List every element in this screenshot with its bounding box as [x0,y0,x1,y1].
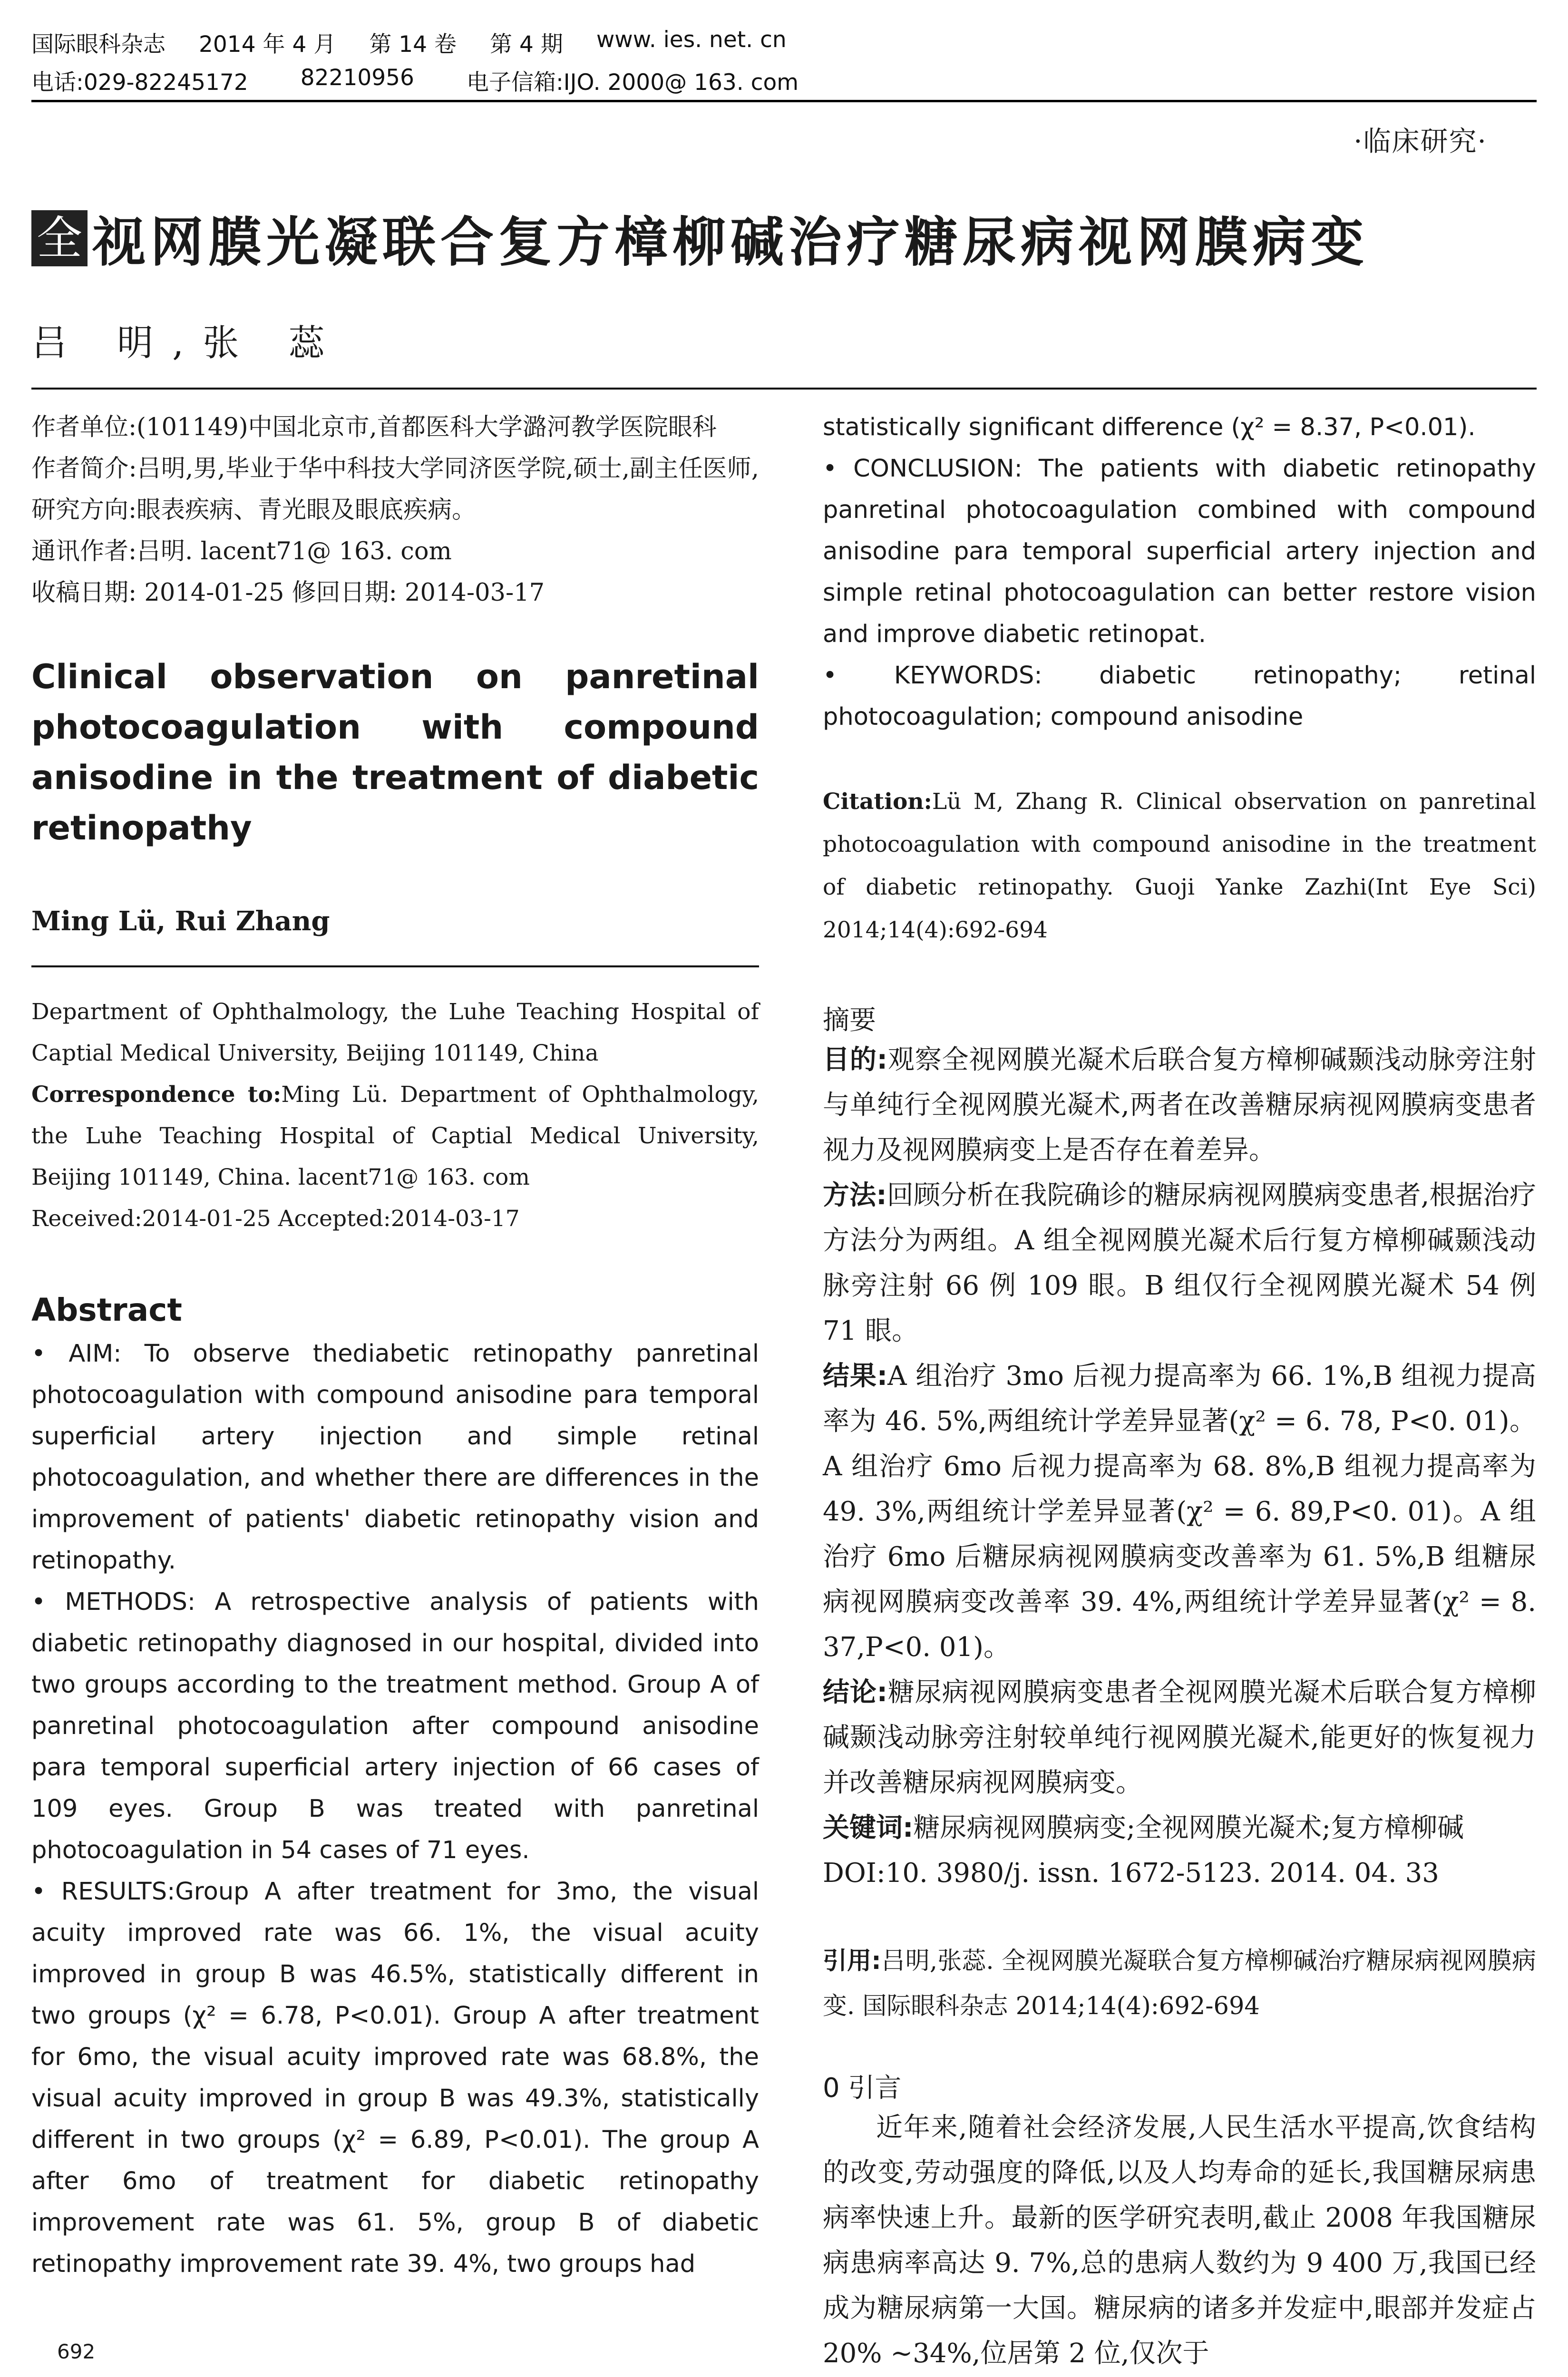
aim-cn-text: 观察全视网膜光凝术后联合复方樟柳碱颞浅动脉旁注射与单纯行全视网膜光凝术,两者在改善糖尿病视网膜病变患者视力及视网膜病变上是否存在着差异。 [823,1044,1536,1166]
citation-text: Lü M, Zhang R. Clinical observation on panretinal photocoagulation with compound anisodine in the treatment of diabetic retinopathy. Guoji Yanke Zazhi(Int Eye Sci) 2014;14(4):692-694 [823,789,1536,943]
journal-header-line2 [31,65,1537,97]
abstract-results-continued: statistically significant difference (χ² = 8.37, P<0.01). [823,413,1476,441]
dates-cn: 收稿日期: 2014-01-25 修回日期: 2014-03-17 [31,579,545,607]
abstract-keywords: • KEYWORDS: diabetic retinopathy; retinal photocoagulation; compound anisodine [823,662,1536,731]
correspondence-text: Ming Lü. Department of Ophthalmology, the Luhe Teaching Hospital of Captial Medical University, Beijing 101149, China. lacent71@ 163. com [31,1081,759,1190]
aim-cn-label: 目的: [823,1044,888,1075]
abstract-results: • RESULTS:Group A after treatment for 3mo, the visual acuity improved rate was 66. 1%, the visual acuity improved in group B was 46.5%, statistically different in two groups (χ² = 6.78, P<0.01). Group A after treatment for 6mo, the visual acuity improved rate was 68.8%, the visual acuity improved in group B was 49.3%, statistically different in two groups (χ² = 6.89, P<0.01). The group A after 6mo of treatment for diabetic retinopathy improvement rate was 61. 5%, group B of diabetic retinopathy improvement rate 39. 4%, two groups had [31,1878,759,2278]
abstract-cn-results [823,1354,1536,1670]
issue-date: 2014 年 4 月 [199,31,336,58]
title-first-glyph: 全 [31,210,88,266]
abstract-cn-conclusion [823,1670,1536,1805]
citation-label: Citation: [823,789,932,815]
affiliation-cn: 作者单位:(101149)中国北京市,首都医科大学潞河教学医院眼科 [31,413,717,441]
conclusion-cn-text: 糖尿病视网膜病变患者全视网膜光凝术后联合复方樟柳碱颞浅动脉旁注射较单纯行视网膜光凝术,能更好的恢复视力并改善糖尿病视网膜病变。 [823,1677,1536,1798]
keywords-cn-text: 糖尿病视网膜病变;全视网膜光凝术;复方樟柳碱 [913,1812,1464,1843]
issue-number: 第 4 期 [490,31,563,58]
citation-cn-label: 引用: [823,1947,881,1975]
volume: 第 14 卷 [369,31,457,58]
correspondence [31,1074,759,1198]
citation-cn-text: 吕明,张蕊. 全视网膜光凝联合复方樟柳碱治疗糖尿病视网膜病变. 国际眼科杂志 2014;14(4):692-694 [823,1947,1536,2020]
abstract-cn-heading: 摘要 [823,1005,876,1036]
english-divider [31,965,759,967]
results-cn-label: 结果: [823,1361,888,1392]
article-title: 视网膜光凝联合复方樟柳碱治疗糖尿病视网膜病变 [92,212,1369,273]
abstract-cn-aim [823,1037,1536,1173]
journal-header-line1 [31,27,1537,58]
left-column [31,407,759,2285]
right-column [823,407,1536,2376]
section-tag: ·临床研究· [1354,125,1487,157]
author-bio-cn: 作者简介:吕明,男,毕业于华中科技大学同济医学院,硕士,副主任医师,研究方向:眼表疾病、青光眼及眼底疾病。 [31,455,759,524]
title-row [31,200,1537,276]
keywords-cn-label: 关键词: [823,1812,914,1843]
intro-heading: 0 引言 [823,2073,902,2104]
journal-name: 国际眼科杂志 [31,31,166,58]
methods-cn-label: 方法: [823,1180,887,1211]
corresponding-author-cn: 通讯作者:吕明. lacent71@ 163. com [31,537,452,565]
page-number: 692 [57,2340,96,2363]
correspondence-label: Correspondence to: [31,1081,282,1108]
english-authors: Ming Lü, Rui Zhang [31,906,330,937]
authors-cn: 吕 明,张 蕊 [31,321,344,364]
email-link[interactable]: 电子信箱:IJO. 2000@ 163. com [466,69,799,96]
citation-en [823,780,1536,952]
doi[interactable]: DOI:10. 3980/j. issn. 1672-5123. 2014. 04. 33 [823,1858,1439,1889]
abstract-cn-methods [823,1173,1536,1354]
abstract-methods: • METHODS: A retrospective analysis of patients with diabetic retinopathy diagnosed in our hospital, divided into two groups according to the treatment method. Group A of panretinal photocoagulation after compound anisodine para temporal superficial artery injection of 66 cases of 109 eyes. Group B was treated with panretinal photocoagulation in 54 cases of 71 eyes. [31,1588,759,1864]
abstract-heading: Abstract [31,1292,182,1328]
abstract-aim: • AIM: To observe thediabetic retinopathy panretinal photocoagulation with compound anisodine para temporal superficial artery injection and simple retinal photocoagulation, and whether there are differences in the improvement of patients' diabetic retinopathy vision and retinopathy. [31,1340,759,1575]
phone: 电话:029-82245172 [31,69,248,96]
citation-cn [823,1939,1536,2029]
website-link[interactable]: www. ies. net. cn [596,27,787,53]
phone-secondary: 82210956 [300,65,414,91]
header-divider [31,100,1537,102]
abstract-conclusion: • CONCLUSION: The patients with diabetic retinopathy panretinal photocoagulation combined with compound anisodine para temporal superficial artery injection and simple retinal photocoagulation can better restore vision and improve diabetic retinopat. [823,455,1536,648]
intro-paragraph: 近年来,随着社会经济发展,人民生活水平提高,饮食结构的改变,劳动强度的降低,以及人均寿命的延长,我国糖尿病患病率快速上升。最新的医学研究表明,截止 2008 年我国糖尿病患病率高达 9. 7%,总的患病人数约为 9 400 万,我国已经成为糖尿病第一大国。糖尿病的诸多并发症中,眼部并发症占 20% ~34%,位居第 2 位,仅次于 [823,2112,1536,2369]
english-affiliation: Department of Ophthalmology, the Luhe Teaching Hospital of Captial Medical University, Beijing 101149, China [31,999,759,1066]
conclusion-cn-label: 结论: [823,1677,888,1708]
title-divider [31,388,1537,390]
keywords-cn [823,1805,1536,1851]
methods-cn-text: 回顾分析在我院确诊的糖尿病视网膜病变患者,根据治疗方法分为两组。A 组全视网膜光凝术后行复方樟柳碱颞浅动脉旁注射 66 例 109 眼。B 组仅行全视网膜光凝术 54 例 71 眼。 [823,1180,1536,1346]
results-cn-text: A 组治疗 3mo 后视力提高率为 66. 1%,B 组视力提高率为 46. 5%,两组统计学差异显著(χ² = 6. 78, P<0. 01)。A 组治疗 6mo 后视力提高率为 68. 8%,B 组视力提高率为 49. 3%,两组统计学差异显著(χ² = 6. 89,P<0. 01)。A 组治疗 6mo 后糖尿病视网膜病变改善率为 61. 5%,B 组糖尿病视网膜病变改善率 39. 4%,两组统计学差异显著(χ² = 8. 37,P<0. 01)。 [823,1361,1536,1663]
english-title: Clinical observation on panretinal photocoagulation with compound anisodine in the treatment of diabetic retinopathy [31,657,759,848]
received-dates: Received:2014-01-25 Accepted:2014-03-17 [31,1206,520,1232]
